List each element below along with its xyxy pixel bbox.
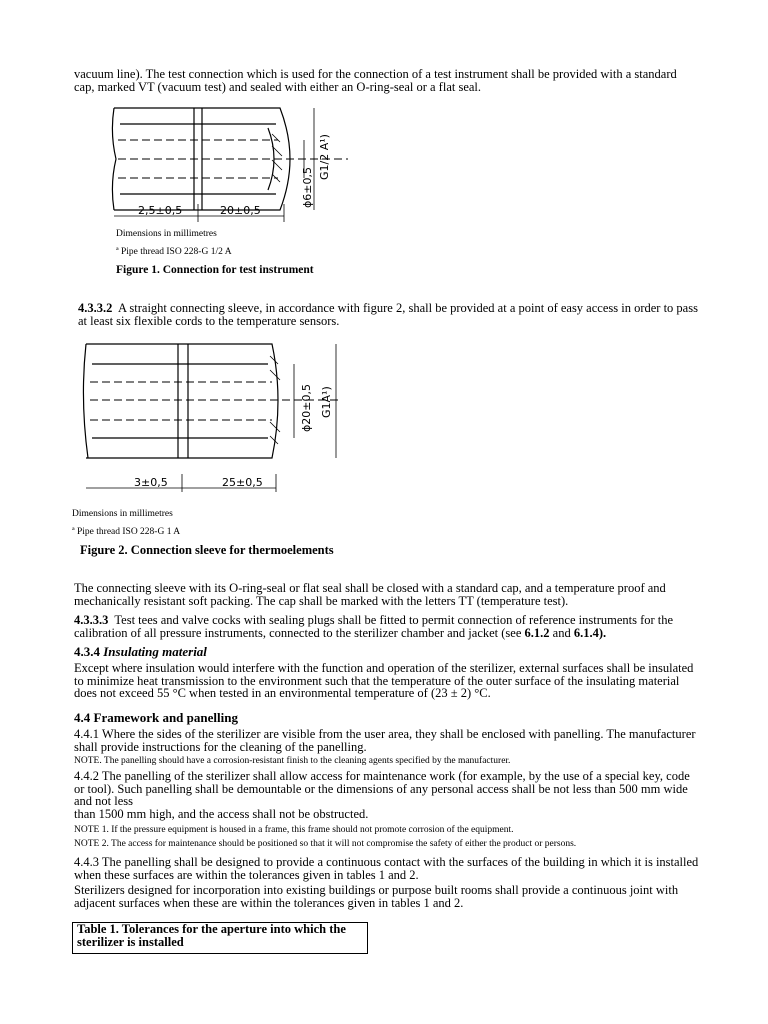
paragraph-4-4-2: 4.4.2 The panelling of the sterilizer shall allow access for maintenance work (for example, by the use of a special key, code or tool). Such panelling shall be demountable or the dimensions of any personal access shall be not less than 500 mm wide and not less	[74, 769, 690, 808]
intro-paragraph: vacuum line). The test connection which is used for the connection of a test instrument shall be provided with a standard cap, marked VT (vacuum test) and sealed with either an O-ring-seal or a flat seal.	[74, 67, 677, 94]
fig1-caption: Figure 1. Connection for test instrument	[116, 264, 314, 276]
fig2-footnote: ª Pipe thread ISO 228-G 1 A	[72, 527, 181, 537]
note-4-4-1: NOTE. The panelling should have a corrosion-resistant finish to the cleaning agents specified by the manufacturer.	[74, 756, 511, 766]
fig1-units-note: Dimensions in millimetres	[116, 229, 217, 239]
note-4-4-2-2: NOTE 2. The access for maintenance should be positioned so that it will not compromise the safety of either the product or persons.	[74, 839, 577, 849]
paragraph-4-4-3: 4.4.3 The panelling shall be designed to provide a continuous contact with the surfaces of the building in which it is installed when these surfaces are within the tolerances given in tables 1 and 2.	[74, 855, 699, 882]
paragraph-4-4-1: 4.4.1 Where the sides of the sterilizer are visible from the user area, they shall be enclosed with panelling. The manufacturer shall provide instructions for the cleaning of the panelling.	[74, 727, 696, 754]
figure2-drawing	[72, 336, 354, 492]
note-4-4-2-1: NOTE 1. If the pressure equipment is housed in a frame, this frame should not promote corrosion of the equipment.	[74, 825, 514, 835]
paragraph-4-4-3-b: Sterilizers designed for incorporation into existing buildings or purpose built rooms shall provide a continuous joint with adjacent surfaces when these are within the tolerances given in tables 1 and 2.	[74, 883, 679, 910]
fig1-footnote: ª Pipe thread ISO 228-G 1/2 A	[116, 247, 232, 257]
fig2-caption: Figure 2. Connection sleeve for thermoelements	[80, 543, 334, 557]
section-4-4-heading: 4.4 Framework and panelling	[74, 710, 238, 725]
table1-title: Table 1. Tolerances for the aperture into which the sterilizer is installed	[72, 922, 368, 954]
section-4-3-4-text: Except where insulation would interfere with the function and operation of the sterilizer, external surfaces shall be insulated to minimize heat transmission to the environment such that the temperature of the outer surface of the insulating material does not exceed 55 °C when tested in an environmental temperature of (23 ± 2) °C.	[74, 661, 694, 700]
fig2-dim-left: 3±0,5	[134, 476, 168, 489]
paragraph-4-3-3-2: 4.3.3.2 A straight connecting sleeve, in accordance with figure 2, shall be provided at a point of easy access in order to pass at least six flexible cords to the temperature sensors.	[78, 301, 698, 328]
fig1-thread: G1/2 A¹)	[318, 134, 331, 180]
fig2-dim-diameter: ϕ20±0,5	[300, 384, 313, 432]
fig1-dim-right: 20±0,5	[220, 204, 261, 217]
section-4-3-4-heading: 4.3.4 Insulating material	[74, 644, 207, 659]
fig2-dim-right: 25±0,5	[222, 476, 263, 489]
fig2-thread: G1A¹)	[320, 386, 333, 418]
sleeve-paragraph: The connecting sleeve with its O-ring-seal or flat seal shall be closed with a standard cap, and a temperature proof and mechanically resistant soft packing. The cap shall be marked with the letters TT (temperature test).	[74, 581, 666, 608]
fig1-dim-left: 2,5±0,5	[138, 204, 183, 217]
fig2-units-note: Dimensions in millimetres	[72, 509, 173, 519]
paragraph-4-4-2-cont: than 1500 mm high, and the access shall not be obstructed.	[74, 807, 369, 821]
figure1-drawing	[108, 104, 370, 226]
fig1-dim-diameter: ϕ6±0,5	[301, 167, 314, 208]
paragraph-4-3-3-3: 4.3.3.3 Test tees and valve cocks with sealing plugs shall be fitted to permit connection of reference instruments for the calibration of all pressure instruments, connected to the sterilizer chamber and jacket (see 6.1.2 and 6.1.4).	[74, 613, 674, 640]
